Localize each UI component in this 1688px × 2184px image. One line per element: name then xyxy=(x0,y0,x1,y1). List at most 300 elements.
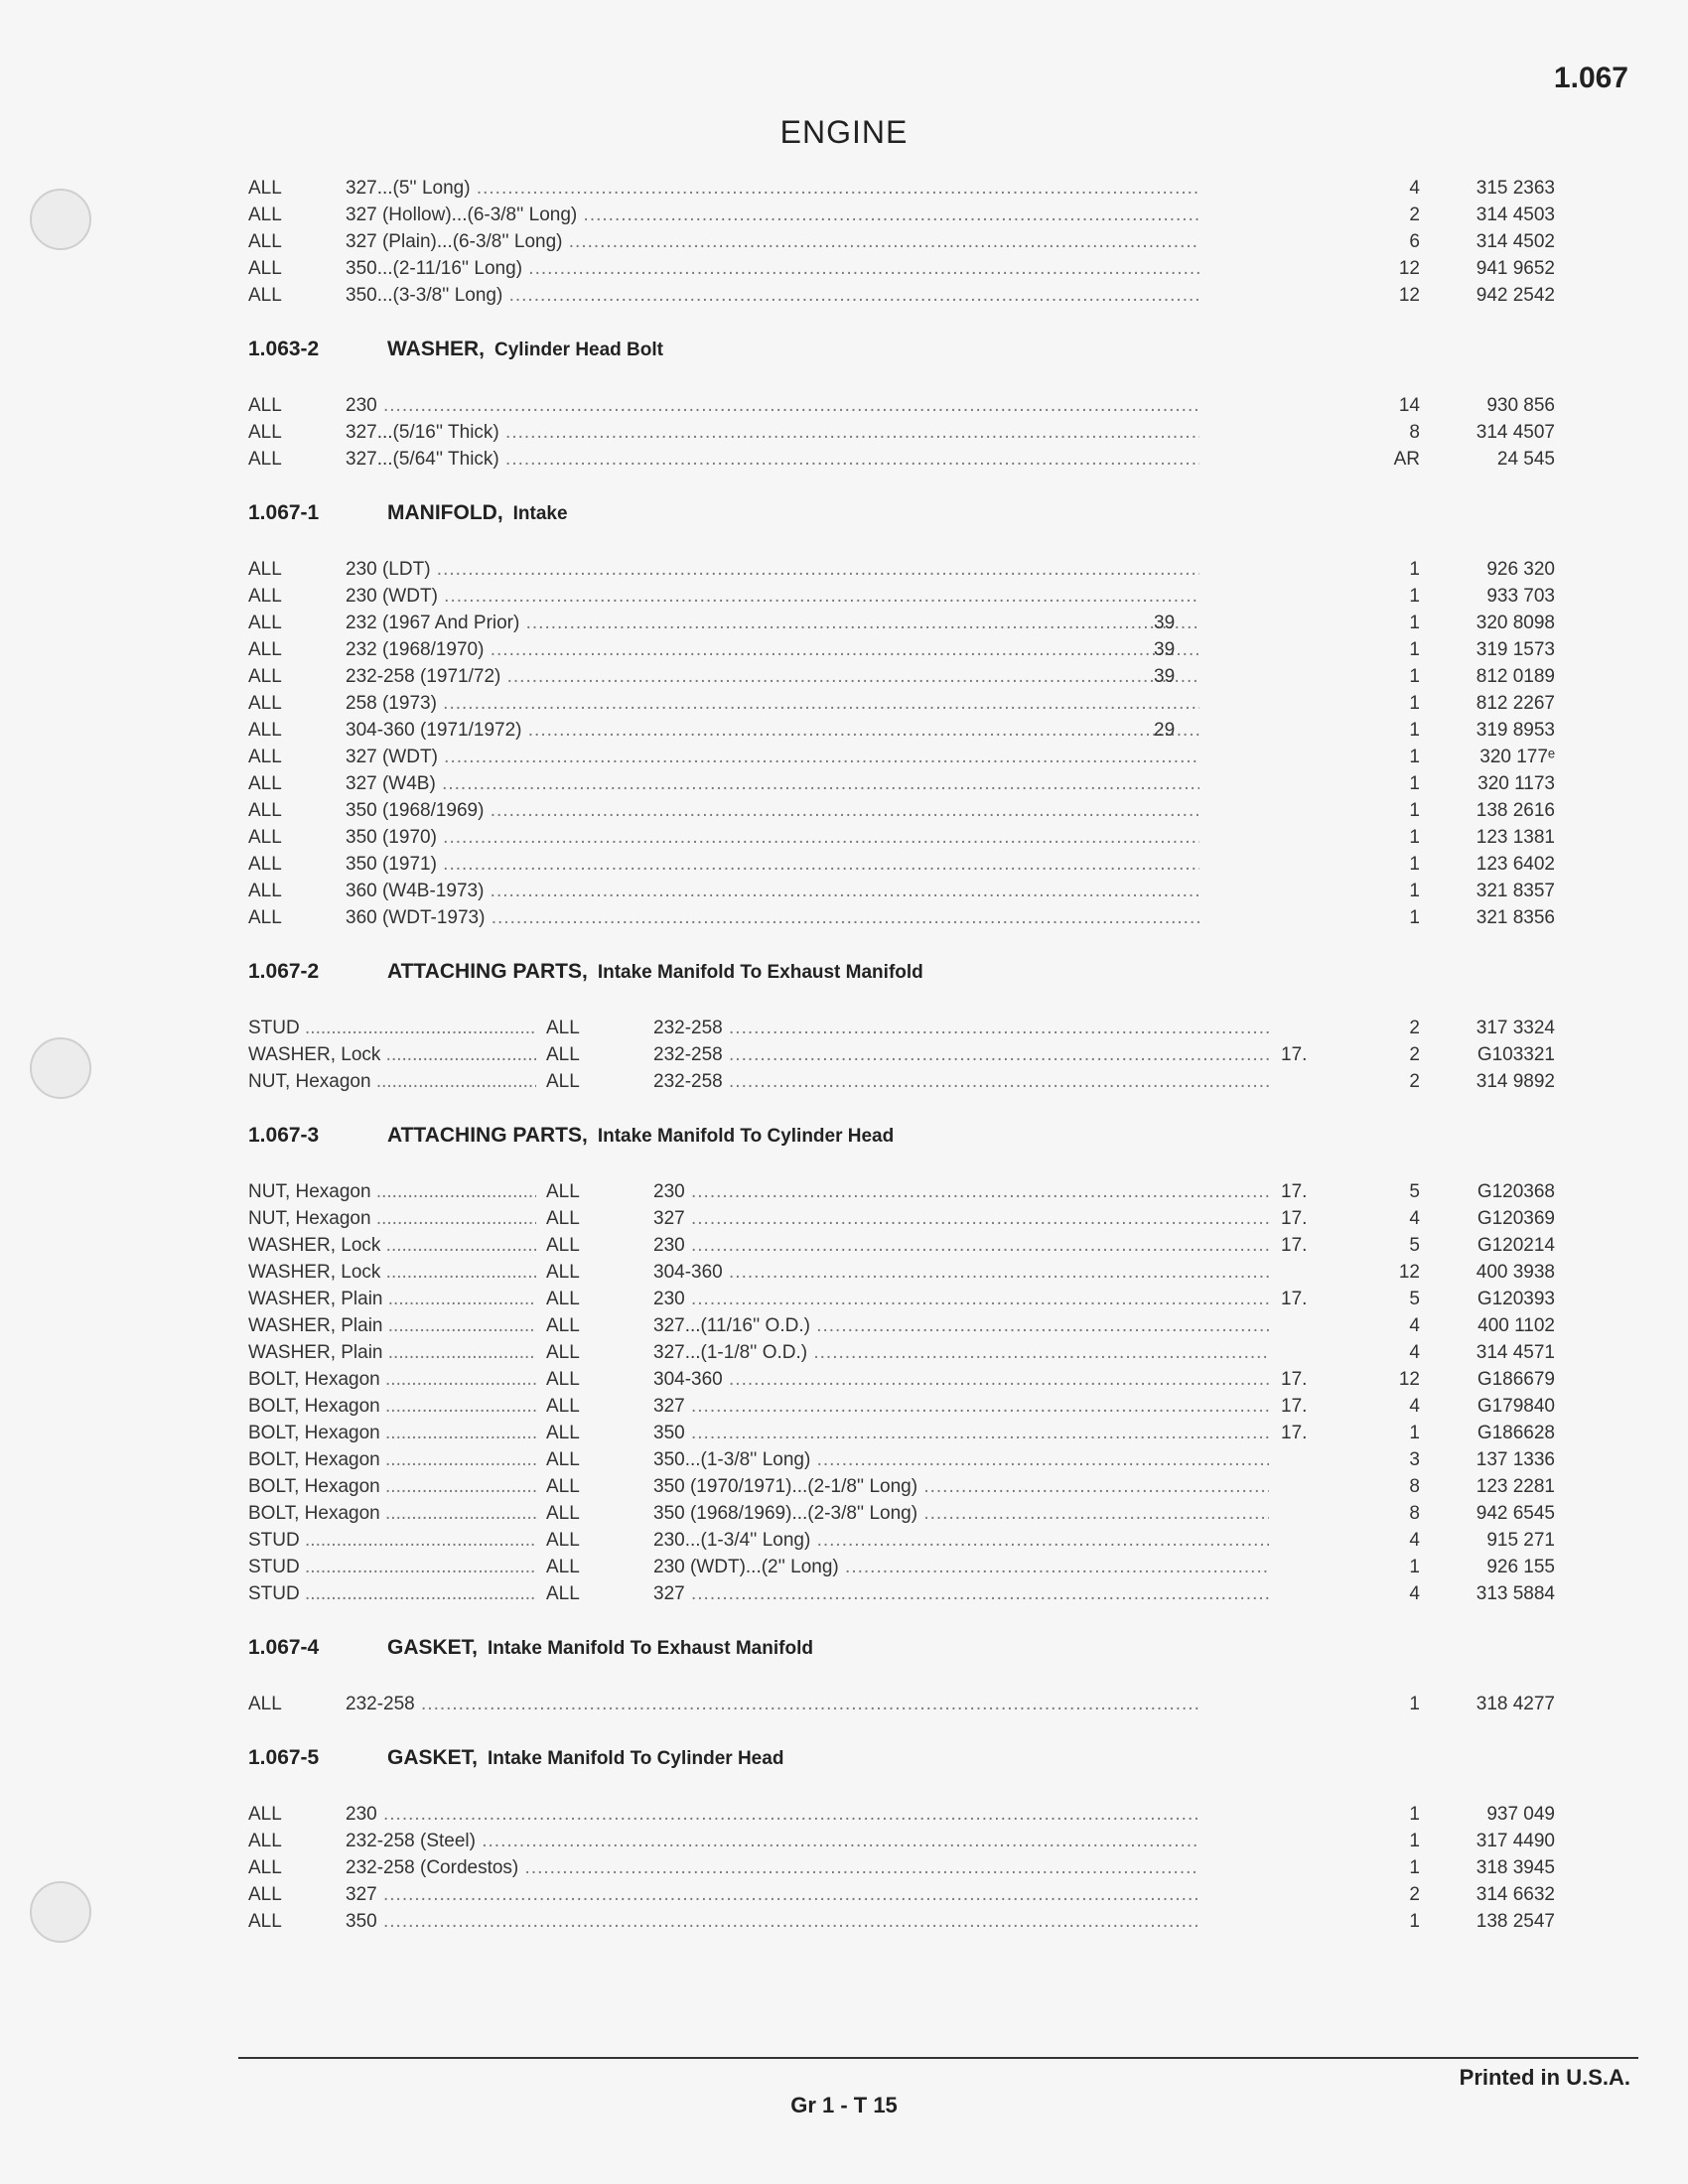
row-quantity: 1 xyxy=(1409,559,1420,580)
row-description: 304-360 ..... xyxy=(653,1259,1269,1286)
row-model: ALL xyxy=(248,205,282,225)
table-row xyxy=(248,744,1569,770)
row-model: ALL xyxy=(248,258,282,279)
row-model: ALL xyxy=(546,1315,580,1336)
row-quantity: 1 xyxy=(1409,907,1420,928)
section-title xyxy=(387,336,663,363)
row-note: 17. xyxy=(1281,1044,1308,1065)
row-description: 327...(5'' Long) ..... xyxy=(346,175,1199,202)
row-model: ALL xyxy=(248,773,282,794)
row-part-name: STUD ..... xyxy=(248,1580,536,1607)
row-part-number: 942 2542 xyxy=(1476,285,1555,306)
table-row xyxy=(248,1527,1569,1554)
row-note: 17. xyxy=(1281,1181,1308,1202)
row-quantity: 1 xyxy=(1409,666,1420,687)
row-model: ALL xyxy=(546,1583,580,1604)
printed-note: Printed in U.S.A. xyxy=(1459,2065,1630,2090)
table-row xyxy=(248,636,1569,663)
row-description: 327...(11/16'' O.D.) ..... xyxy=(653,1312,1269,1339)
binder-hole-top xyxy=(30,189,91,250)
row-quantity: 2 xyxy=(1409,1071,1420,1092)
row-description: 232-258 ..... xyxy=(653,1041,1269,1068)
row-description: 232-258 ..... xyxy=(653,1015,1269,1041)
row-model: ALL xyxy=(546,1235,580,1256)
row-description: 230 (WDT) ..... xyxy=(346,583,1199,610)
row-part-number: 400 1102 xyxy=(1477,1315,1555,1336)
table-row xyxy=(248,1205,1569,1232)
row-description: 304-360 (1971/1972) ..... xyxy=(346,717,1199,744)
row-model: ALL xyxy=(546,1369,580,1390)
row-model: ALL xyxy=(248,231,282,252)
row-model: ALL xyxy=(248,178,282,199)
row-part-number: 314 4502 xyxy=(1476,231,1555,252)
table-row xyxy=(248,1339,1569,1366)
row-model: ALL xyxy=(248,827,282,848)
row-model: ALL xyxy=(546,1071,580,1092)
table-row xyxy=(248,1554,1569,1580)
row-quantity: 1 xyxy=(1409,613,1420,633)
row-quantity: 4 xyxy=(1409,1530,1420,1551)
row-quantity: 2 xyxy=(1409,1044,1420,1065)
row-quantity: 1 xyxy=(1409,827,1420,848)
row-part-number: G120214 xyxy=(1477,1235,1555,1256)
row-model: ALL xyxy=(248,747,282,767)
row-quantity: 5 xyxy=(1409,1289,1420,1309)
row-description: 350 (1971) ..... xyxy=(346,851,1199,878)
row-quantity: 12 xyxy=(1398,258,1420,279)
row-description: 327 (W4B) ..... xyxy=(346,770,1199,797)
row-part-number: 313 5884 xyxy=(1476,1583,1555,1604)
row-description: 232 (1968/1970) ..... xyxy=(346,636,1199,663)
row-part-name: WASHER, Lock ..... xyxy=(248,1259,536,1286)
row-description: 350 (1970/1971)...(2-1/8'' Long) ..... xyxy=(653,1473,1269,1500)
section-header xyxy=(248,336,1569,362)
row-quantity: 2 xyxy=(1409,1884,1420,1905)
row-description: 327 ..... xyxy=(653,1205,1269,1232)
row-quantity: 12 xyxy=(1398,285,1420,306)
row-part-number: 123 2281 xyxy=(1476,1476,1555,1497)
row-description: 230 ..... xyxy=(653,1232,1269,1259)
row-model: ALL xyxy=(546,1396,580,1417)
section-header xyxy=(248,499,1569,526)
row-note: 17. xyxy=(1281,1289,1308,1309)
row-description: 327 ..... xyxy=(346,1881,1199,1908)
row-part-name: STUD ..... xyxy=(248,1554,536,1580)
row-part-number: 138 2616 xyxy=(1476,800,1555,821)
section-number: 1.067-3 xyxy=(248,1124,320,1147)
row-description: 350 ..... xyxy=(346,1908,1199,1935)
row-model: ALL xyxy=(248,285,282,306)
row-description: 350 (1968/1969)...(2-3/8'' Long) ..... xyxy=(653,1500,1269,1527)
binder-hole-middle xyxy=(30,1037,91,1099)
table-row xyxy=(248,1854,1569,1881)
table-row xyxy=(248,255,1569,282)
row-description: 327...(5/64'' Thick) ..... xyxy=(346,446,1199,473)
row-quantity: 2 xyxy=(1409,205,1420,225)
row-part-number: 318 3945 xyxy=(1476,1857,1555,1878)
row-description: 327 ..... xyxy=(653,1393,1269,1420)
row-description: 230 ..... xyxy=(653,1286,1269,1312)
row-part-name: BOLT, Hexagon ..... xyxy=(248,1473,536,1500)
row-model: ALL xyxy=(546,1503,580,1524)
row-part-name: WASHER, Lock ..... xyxy=(248,1041,536,1068)
section-header xyxy=(248,1744,1569,1771)
page-title: ENGINE xyxy=(779,114,909,150)
table-row xyxy=(248,228,1569,255)
table-row xyxy=(248,202,1569,228)
row-quantity: 1 xyxy=(1409,1911,1420,1932)
row-quantity: 4 xyxy=(1409,1342,1420,1363)
row-quantity: 1 xyxy=(1409,1857,1420,1878)
row-quantity: 4 xyxy=(1409,1396,1420,1417)
row-note: 17. xyxy=(1281,1396,1308,1417)
table-row xyxy=(248,1801,1569,1828)
row-quantity: 4 xyxy=(1409,1583,1420,1604)
table-row xyxy=(248,1015,1569,1041)
table-row xyxy=(248,1041,1569,1068)
row-quantity: 4 xyxy=(1409,1208,1420,1229)
table-row xyxy=(248,770,1569,797)
row-part-number: 317 3324 xyxy=(1476,1018,1555,1038)
table-row xyxy=(248,1881,1569,1908)
row-description: 350...(1-3/8'' Long) ..... xyxy=(653,1446,1269,1473)
row-part-number: 318 4277 xyxy=(1476,1694,1555,1714)
row-note: 17. xyxy=(1281,1369,1308,1390)
row-model: ALL xyxy=(546,1262,580,1283)
table-row xyxy=(248,446,1569,473)
row-quantity: 1 xyxy=(1409,854,1420,875)
row-part-number: 812 2267 xyxy=(1476,693,1555,714)
row-part-name: WASHER, Lock ..... xyxy=(248,1232,536,1259)
row-quantity: 5 xyxy=(1409,1235,1420,1256)
row-part-number: 926 320 xyxy=(1486,559,1555,580)
section-title-main: GASKET, xyxy=(387,1746,479,1769)
row-quantity: 1 xyxy=(1409,747,1420,767)
section-title-main: GASKET, xyxy=(387,1636,479,1659)
row-model: ALL xyxy=(248,693,282,714)
row-part-number: 137 1336 xyxy=(1476,1449,1555,1470)
row-model: ALL xyxy=(248,1831,282,1851)
row-part-number: 933 703 xyxy=(1486,586,1555,607)
row-model: ALL xyxy=(248,1857,282,1878)
section-number: 1.063-2 xyxy=(248,338,320,360)
row-quantity: 12 xyxy=(1398,1369,1420,1390)
table-row xyxy=(248,1393,1569,1420)
row-model: ALL xyxy=(248,1804,282,1825)
section-number: 1.067-2 xyxy=(248,960,320,983)
row-description: 232-258 (1971/72) ..... xyxy=(346,663,1199,690)
row-description: 232-258 ..... xyxy=(653,1068,1269,1095)
table-row xyxy=(248,1286,1569,1312)
row-description: 327 (WDT) ..... xyxy=(346,744,1199,770)
section-subtitle: Intake Manifold To Cylinder Head xyxy=(597,1126,895,1147)
section-title xyxy=(387,1744,783,1772)
row-model: ALL xyxy=(546,1289,580,1309)
row-part-number: 123 6402 xyxy=(1476,854,1555,875)
row-quantity: 8 xyxy=(1409,422,1420,443)
section-number: 1.067-1 xyxy=(248,501,320,524)
row-description: 230 (WDT)...(2'' Long) ..... xyxy=(653,1554,1269,1580)
row-model: ALL xyxy=(546,1044,580,1065)
section-title xyxy=(387,499,568,527)
row-part-number: 321 8356 xyxy=(1476,907,1555,928)
row-figure: 39 xyxy=(1154,666,1176,687)
row-part-number: 915 271 xyxy=(1486,1530,1555,1551)
row-part-number: 930 856 xyxy=(1486,395,1555,416)
section-header xyxy=(248,1122,1569,1149)
row-part-number: G103321 xyxy=(1477,1044,1555,1065)
row-model: ALL xyxy=(248,449,282,470)
row-part-number: 941 9652 xyxy=(1476,258,1555,279)
table-row xyxy=(248,797,1569,824)
row-part-number: 314 4571 xyxy=(1476,1342,1555,1363)
row-description: 327 (Plain)...(6-3/8'' Long) ..... xyxy=(346,228,1199,255)
row-description: 232-258 (Cordestos) ..... xyxy=(346,1854,1199,1881)
row-quantity: 1 xyxy=(1409,586,1420,607)
row-part-number: 123 1381 xyxy=(1476,827,1555,848)
row-quantity: 1 xyxy=(1409,881,1420,901)
row-description: 232-258 (Steel) ..... xyxy=(346,1828,1199,1854)
table-row xyxy=(248,1908,1569,1935)
row-quantity: 3 xyxy=(1409,1449,1420,1470)
row-description: 327...(1-1/8'' O.D.) ..... xyxy=(653,1339,1269,1366)
row-note: 17. xyxy=(1281,1235,1308,1256)
row-model: ALL xyxy=(248,639,282,660)
table-row xyxy=(248,663,1569,690)
group-code: Gr 1 - T 15 xyxy=(790,2093,898,2117)
row-part-name: BOLT, Hexagon ..... xyxy=(248,1420,536,1446)
page-number: 1.067 xyxy=(1553,62,1628,94)
row-part-name: BOLT, Hexagon ..... xyxy=(248,1366,536,1393)
row-model: ALL xyxy=(248,1694,282,1714)
row-quantity: 1 xyxy=(1409,800,1420,821)
row-description: 360 (W4B-1973) ..... xyxy=(346,878,1199,904)
section-subtitle: Intake xyxy=(512,503,568,524)
row-model: ALL xyxy=(248,586,282,607)
row-model: ALL xyxy=(546,1423,580,1443)
table-row xyxy=(248,1691,1569,1717)
row-quantity: 1 xyxy=(1409,1804,1420,1825)
row-model: ALL xyxy=(248,666,282,687)
section-header xyxy=(248,1634,1569,1661)
row-part-number: 937 049 xyxy=(1486,1804,1555,1825)
row-part-name: WASHER, Plain ..... xyxy=(248,1339,536,1366)
row-part-number: 812 0189 xyxy=(1476,666,1555,687)
row-part-number: 24 545 xyxy=(1496,449,1555,470)
row-description: 230...(1-3/4'' Long) ..... xyxy=(653,1527,1269,1554)
row-description: 232 (1967 And Prior) ..... xyxy=(346,610,1199,636)
section-title-main: ATTACHING PARTS, xyxy=(387,960,588,983)
table-row xyxy=(248,1366,1569,1393)
row-quantity: 2 xyxy=(1409,1018,1420,1038)
row-part-number: 320 1173 xyxy=(1477,773,1555,794)
row-part-name: NUT, Hexagon ..... xyxy=(248,1178,536,1205)
row-model: ALL xyxy=(546,1342,580,1363)
row-description: 230 ..... xyxy=(346,1801,1199,1828)
row-part-number: 314 9892 xyxy=(1476,1071,1555,1092)
row-part-name: WASHER, Plain ..... xyxy=(248,1286,536,1312)
row-model: ALL xyxy=(248,720,282,741)
row-part-number: 926 155 xyxy=(1486,1557,1555,1577)
row-model: ALL xyxy=(546,1476,580,1497)
row-model: ALL xyxy=(546,1181,580,1202)
table-row xyxy=(248,1420,1569,1446)
row-figure: 39 xyxy=(1154,613,1176,633)
row-model: ALL xyxy=(248,907,282,928)
row-part-name: NUT, Hexagon ..... xyxy=(248,1068,536,1095)
row-quantity: 1 xyxy=(1409,1423,1420,1443)
row-quantity: 1 xyxy=(1409,720,1420,741)
row-part-number: 315 2363 xyxy=(1476,178,1555,199)
row-quantity: 6 xyxy=(1409,231,1420,252)
table-row xyxy=(248,1178,1569,1205)
table-row xyxy=(248,878,1569,904)
table-row xyxy=(248,175,1569,202)
row-quantity: AR xyxy=(1393,449,1420,470)
row-quantity: 1 xyxy=(1409,1694,1420,1714)
row-quantity: 14 xyxy=(1398,395,1420,416)
row-quantity: 8 xyxy=(1409,1476,1420,1497)
row-model: ALL xyxy=(546,1018,580,1038)
table-row xyxy=(248,1828,1569,1854)
row-model: ALL xyxy=(248,800,282,821)
table-row xyxy=(248,824,1569,851)
row-part-number: 320 177ᵉ xyxy=(1479,747,1555,767)
table-row xyxy=(248,1232,1569,1259)
row-part-number: 314 4503 xyxy=(1476,205,1555,225)
row-description: 230 (LDT) ..... xyxy=(346,556,1199,583)
row-model: ALL xyxy=(248,1911,282,1932)
row-model: ALL xyxy=(546,1208,580,1229)
row-part-number: 400 3938 xyxy=(1476,1262,1555,1283)
row-part-number: 317 4490 xyxy=(1476,1831,1555,1851)
row-description: 327 ..... xyxy=(653,1580,1269,1607)
section-subtitle: Intake Manifold To Exhaust Manifold xyxy=(488,1638,813,1659)
row-description: 232-258 ..... xyxy=(346,1691,1199,1717)
row-description: 258 (1973) ..... xyxy=(346,690,1199,717)
table-row xyxy=(248,583,1569,610)
row-note: 17. xyxy=(1281,1208,1308,1229)
binder-hole-bottom xyxy=(30,1881,91,1943)
row-description: 230 ..... xyxy=(346,392,1199,419)
row-note: 17. xyxy=(1281,1423,1308,1443)
row-model: ALL xyxy=(248,559,282,580)
table-row xyxy=(248,690,1569,717)
row-quantity: 1 xyxy=(1409,639,1420,660)
row-model: ALL xyxy=(546,1530,580,1551)
section-title-main: WASHER, xyxy=(387,338,486,360)
row-model: ALL xyxy=(248,881,282,901)
section-subtitle: Intake Manifold To Exhaust Manifold xyxy=(597,962,923,983)
row-description: 350 (1968/1969) ..... xyxy=(346,797,1199,824)
parts-list xyxy=(248,175,1569,1935)
row-model: ALL xyxy=(546,1557,580,1577)
table-row xyxy=(248,392,1569,419)
row-part-name: NUT, Hexagon ..... xyxy=(248,1205,536,1232)
section-number: 1.067-5 xyxy=(248,1746,320,1769)
table-row xyxy=(248,904,1569,931)
section-title-main: ATTACHING PARTS, xyxy=(387,1124,588,1147)
row-figure: 29 xyxy=(1154,720,1176,741)
row-part-number: G186628 xyxy=(1477,1423,1555,1443)
row-model: ALL xyxy=(248,1884,282,1905)
row-part-number: G120369 xyxy=(1477,1208,1555,1229)
table-row xyxy=(248,1312,1569,1339)
row-quantity: 4 xyxy=(1409,1315,1420,1336)
row-description: 350...(2-11/16'' Long) ..... xyxy=(346,255,1199,282)
row-quantity: 1 xyxy=(1409,1557,1420,1577)
row-description: 230 ..... xyxy=(653,1178,1269,1205)
row-quantity: 1 xyxy=(1409,1831,1420,1851)
row-part-number: 314 6632 xyxy=(1476,1884,1555,1905)
row-model: ALL xyxy=(248,395,282,416)
section-header xyxy=(248,958,1569,985)
row-figure: 39 xyxy=(1154,639,1176,660)
row-quantity: 4 xyxy=(1409,178,1420,199)
row-part-number: G120393 xyxy=(1477,1289,1555,1309)
table-row xyxy=(248,282,1569,309)
row-part-name: STUD ..... xyxy=(248,1015,536,1041)
row-part-number: G186679 xyxy=(1477,1369,1555,1390)
section-title xyxy=(387,958,923,986)
row-part-name: WASHER, Plain ..... xyxy=(248,1312,536,1339)
row-quantity: 1 xyxy=(1409,693,1420,714)
row-part-number: G179840 xyxy=(1477,1396,1555,1417)
row-quantity: 1 xyxy=(1409,773,1420,794)
table-row xyxy=(248,1580,1569,1607)
section-title xyxy=(387,1634,813,1662)
table-row xyxy=(248,1446,1569,1473)
row-part-name: BOLT, Hexagon ..... xyxy=(248,1393,536,1420)
table-row xyxy=(248,1068,1569,1095)
row-description: 350...(3-3/8'' Long) ..... xyxy=(346,282,1199,309)
table-row xyxy=(248,556,1569,583)
row-description: 327...(5/16'' Thick) ..... xyxy=(346,419,1199,446)
row-part-number: 314 4507 xyxy=(1476,422,1555,443)
row-part-number: 138 2547 xyxy=(1476,1911,1555,1932)
row-part-name: BOLT, Hexagon ..... xyxy=(248,1446,536,1473)
footer-divider xyxy=(238,2057,1638,2059)
table-row xyxy=(248,419,1569,446)
row-part-name: BOLT, Hexagon ..... xyxy=(248,1500,536,1527)
table-row xyxy=(248,717,1569,744)
row-model: ALL xyxy=(546,1449,580,1470)
row-part-number: 319 8953 xyxy=(1476,720,1555,741)
table-row xyxy=(248,851,1569,878)
section-title-main: MANIFOLD, xyxy=(387,501,503,524)
row-model: ALL xyxy=(248,422,282,443)
section-title xyxy=(387,1122,894,1150)
row-part-number: G120368 xyxy=(1477,1181,1555,1202)
row-part-number: 321 8357 xyxy=(1476,881,1555,901)
row-model: ALL xyxy=(248,854,282,875)
row-quantity: 8 xyxy=(1409,1503,1420,1524)
row-model: ALL xyxy=(248,613,282,633)
row-description: 350 ..... xyxy=(653,1420,1269,1446)
row-part-number: 320 8098 xyxy=(1476,613,1555,633)
row-description: 304-360 ..... xyxy=(653,1366,1269,1393)
row-description: 327 (Hollow)...(6-3/8'' Long) ..... xyxy=(346,202,1199,228)
section-subtitle: Intake Manifold To Cylinder Head xyxy=(488,1748,784,1769)
row-part-number: 942 6545 xyxy=(1476,1503,1555,1524)
table-row xyxy=(248,1473,1569,1500)
row-part-name: STUD ..... xyxy=(248,1527,536,1554)
table-row xyxy=(248,1259,1569,1286)
row-description: 350 (1970) ..... xyxy=(346,824,1199,851)
section-subtitle: Cylinder Head Bolt xyxy=(494,340,663,360)
row-description: 360 (WDT-1973) ..... xyxy=(346,904,1199,931)
row-part-number: 319 1573 xyxy=(1476,639,1555,660)
